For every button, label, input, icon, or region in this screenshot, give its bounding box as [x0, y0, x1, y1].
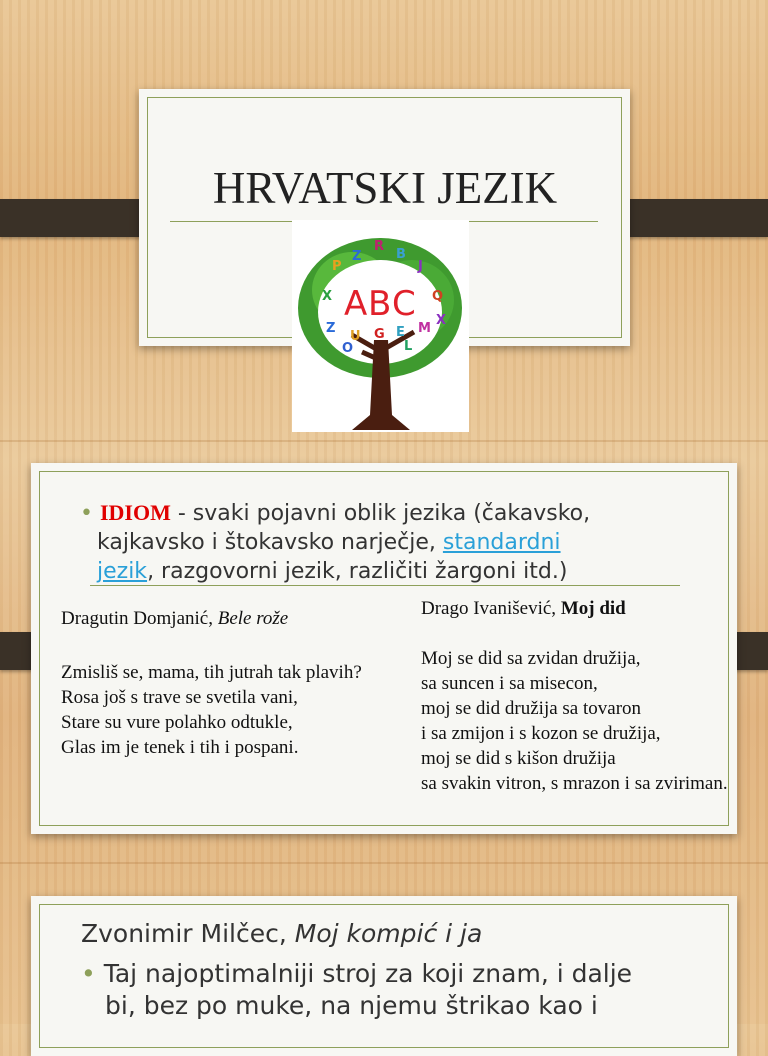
poem-line: i sa zmijon i s kozon se družija,	[421, 723, 661, 744]
idiom-text-3: , razgovorni jezik, različiti žargoni itd.)	[147, 559, 568, 584]
poem-left-stanza	[61, 660, 362, 760]
kompic-heading	[81, 918, 482, 950]
standardni-jezik-link[interactable]: standardni	[442, 530, 561, 555]
wood-seam	[0, 440, 768, 442]
svg-text:L: L	[404, 339, 413, 354]
svg-text:Q: Q	[432, 289, 444, 304]
idiom-bullet-line-1	[80, 498, 590, 528]
poem-line: moj se did s kišon družija	[421, 748, 616, 769]
svg-text:U: U	[350, 329, 361, 344]
poem-line: moj se did družija sa tovaron	[421, 698, 642, 719]
wood-seam	[0, 862, 768, 864]
poem-line: Rosa još s trave se svetila vani,	[61, 687, 298, 708]
svg-text:Z: Z	[326, 321, 336, 336]
svg-text:E: E	[396, 325, 405, 340]
poem-left-title: Bele rože	[217, 608, 289, 629]
slide-clip-right	[613, 199, 768, 237]
poem-right-title: Moj did	[560, 598, 626, 619]
svg-text:M: M	[418, 321, 431, 336]
abc-tree-image	[292, 220, 469, 432]
kompic-text-2: bi, bez po muke, na njemu štrikao kao i	[105, 991, 598, 1020]
tree-letter-b: B	[368, 284, 392, 324]
idiom-term: IDIOM	[99, 500, 171, 525]
kompic-text-1: Taj najoptimalniji stroj za koji znam, i dalje	[103, 959, 633, 988]
svg-text:R: R	[374, 239, 385, 254]
poem-line: sa svakin vitron, s mrazon i sa zviriman.	[421, 773, 728, 794]
kompic-title: Moj kompić i ja	[294, 919, 483, 948]
poem-line: sa suncen i sa misecon,	[421, 673, 598, 694]
poem-left-heading	[61, 606, 288, 631]
idiom-bullet-line-3	[97, 557, 567, 586]
poem-line: Glas im je tenek i tih i pospani.	[61, 737, 299, 758]
idiom-text-1: - svaki pojavni oblik jezika (čakavsko,	[170, 501, 591, 526]
slide-title: HRVATSKI JEZIK	[212, 163, 558, 213]
poem-line: Stare su vure polahko odtukle,	[61, 712, 293, 733]
tree-letter-a: A	[344, 284, 368, 324]
svg-text:B: B	[396, 247, 406, 262]
svg-text:X: X	[322, 289, 333, 304]
svg-text:J: J	[418, 259, 423, 274]
kompic-bullet-line-1	[81, 958, 632, 990]
bullet-dot: •	[80, 501, 93, 526]
tree-letter-c: C	[392, 284, 416, 324]
idiom-rule	[90, 585, 680, 586]
poem-right-stanza	[421, 646, 728, 796]
svg-text:X: X	[436, 313, 447, 328]
poem-right-author: Drago Ivanišević,	[421, 598, 561, 619]
svg-text:P: P	[332, 259, 342, 274]
kompic-author: Zvonimir Milčec,	[81, 919, 295, 948]
poem-line: Moj se did sa zvidan družija,	[421, 648, 641, 669]
svg-text:Z: Z	[352, 249, 362, 264]
svg-text:O: O	[342, 341, 354, 356]
kompic-bullet-line-2	[105, 990, 598, 1022]
slide-clip-left	[0, 199, 155, 237]
poem-line: Zmisliš se, mama, tih jutrah tak plavih?	[61, 662, 362, 683]
poem-left-author: Dragutin Domjanić,	[61, 608, 218, 629]
idiom-text-2: kajkavsko i štokavsko narječje,	[97, 530, 443, 555]
poem-right-heading	[421, 596, 626, 621]
svg-text:G: G	[374, 327, 385, 342]
bullet-dot: •	[81, 959, 96, 988]
idiom-bullet-line-2	[97, 528, 561, 557]
standardni-jezik-link-cont[interactable]: jezik	[97, 559, 148, 584]
